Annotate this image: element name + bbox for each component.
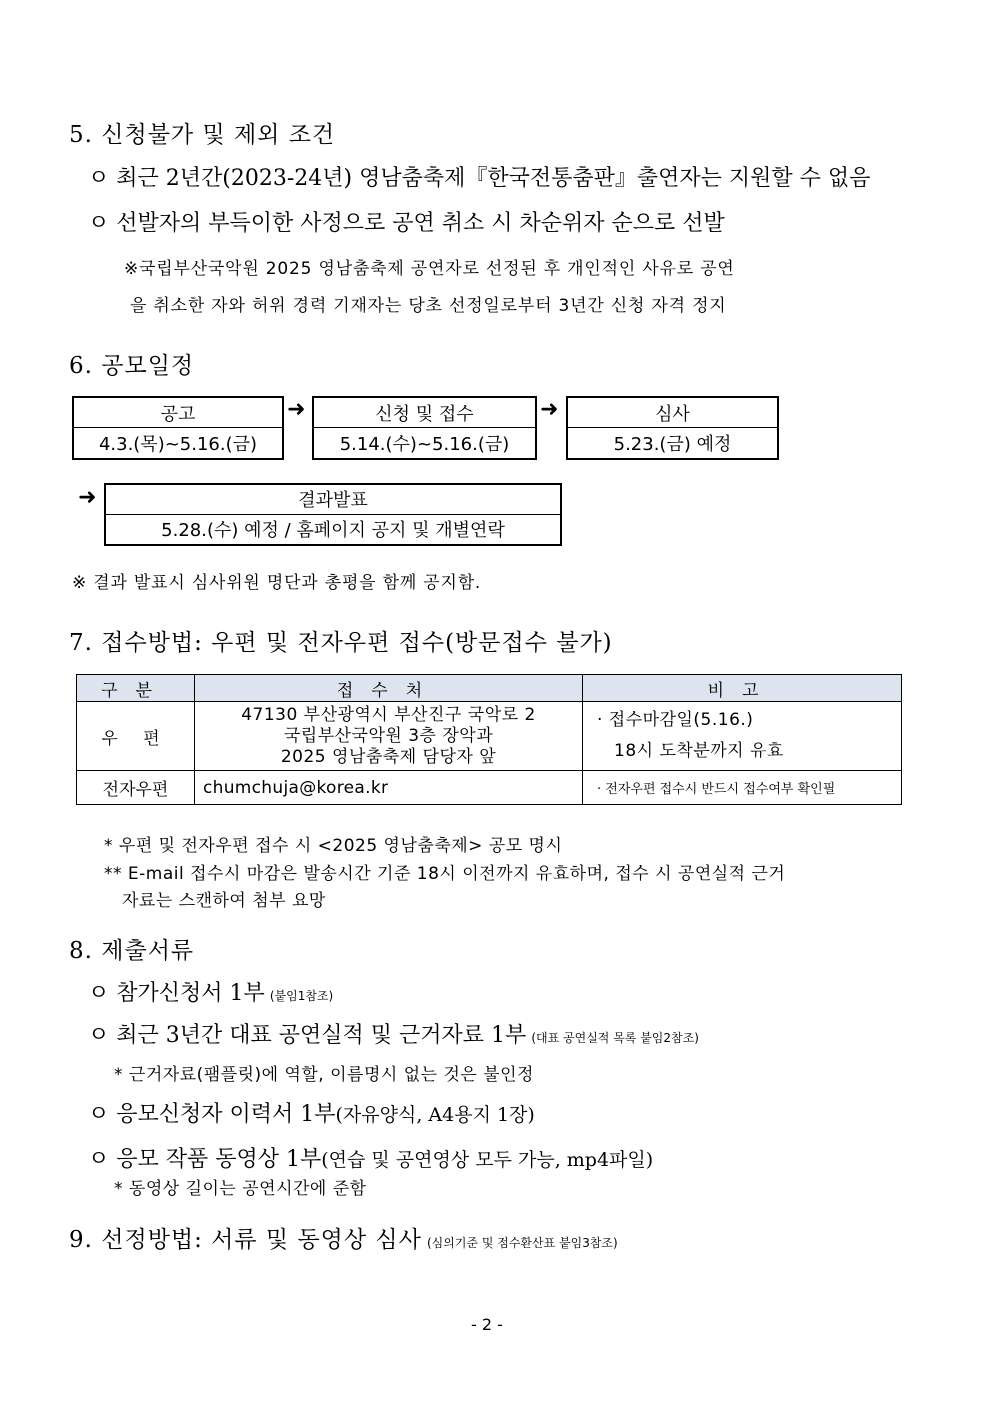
document-item-video bbox=[88, 1142, 653, 1173]
section-7-note-3: 자료는 스캔하여 첨부 요망 bbox=[122, 891, 326, 911]
document-item-sub: (자유양식, A4용지 1장) bbox=[335, 1104, 535, 1126]
schedule-step-result bbox=[104, 483, 562, 546]
address-line-1: 47130 부산광역시 부산진구 국악로 2 bbox=[241, 704, 536, 725]
section-6-note: ※ 결과 발표시 심사위원 명단과 총평을 함께 공지함. bbox=[72, 573, 482, 593]
remark-line-1: · 접수마감일(5.16.) bbox=[597, 710, 754, 730]
schedule-step-application bbox=[312, 396, 537, 460]
section-6-heading: 6. 공모일정 bbox=[69, 353, 195, 379]
schedule-step-title: 공고 bbox=[160, 403, 196, 425]
section-5-bullet-1: ㅇ 최근 2년간(2023-24년) 영남춤축제『한국전통춤판』출연자는 지원할 수 없음 bbox=[88, 166, 871, 191]
section-7-note-1: * 우편 및 전자우편 접수 시 <2025 영남춤축제> 공모 명시 bbox=[104, 836, 563, 856]
table-row-email-address: chumchuja@korea.kr bbox=[195, 771, 583, 805]
document-item-main: ㅇ 최근 3년간 대표 공연실적 및 근거자료 1부 bbox=[88, 1023, 527, 1048]
table-row-mail-remark bbox=[583, 702, 902, 771]
address-line-2: 국립부산국악원 3층 장악과 bbox=[283, 725, 494, 746]
schedule-step-date: 5.23.(금) 예정 bbox=[613, 434, 732, 455]
table-header-destination: 접수처 bbox=[195, 675, 583, 702]
document-item-sub: (붙임1참조) bbox=[269, 989, 334, 1003]
address-line-3: 2025 영남춤축제 담당자 앞 bbox=[280, 746, 497, 767]
document-item-application bbox=[88, 976, 333, 1007]
section-5-heading: 5. 신청불가 및 제외 조건 bbox=[69, 122, 336, 148]
table-row-mail-address bbox=[195, 702, 583, 771]
document-item-sub: (연습 및 공연영상 모두 가능, mp4파일) bbox=[321, 1149, 654, 1171]
document-item-main: ㅇ 응모신청자 이력서 1부 bbox=[88, 1102, 336, 1127]
document-item-resume bbox=[88, 1097, 535, 1128]
schedule-step-title: 결과발표 bbox=[298, 490, 368, 512]
table-row-mail-label: 우 편 bbox=[77, 702, 195, 771]
schedule-step-review bbox=[566, 396, 779, 460]
remark-line-2: 18시 도착분까지 유효 bbox=[614, 741, 784, 761]
section-7-heading: 7. 접수방법: 우편 및 전자우편 접수(방문접수 불가) bbox=[69, 630, 613, 656]
document-item-main: ㅇ 참가신청서 1부 bbox=[88, 981, 265, 1006]
schedule-step-title: 심사 bbox=[655, 403, 690, 425]
schedule-step-date: 5.14.(수)~5.16.(금) bbox=[339, 434, 510, 455]
table-header-category: 구분 bbox=[77, 675, 195, 702]
document-video-note: * 동영상 길이는 공연시간에 준함 bbox=[114, 1179, 367, 1199]
section-9-heading bbox=[69, 1221, 618, 1254]
document-item-sub: (대표 공연실적 목록 붙임2참조) bbox=[531, 1031, 699, 1045]
schedule-step-title: 신청 및 접수 bbox=[375, 403, 474, 425]
document-item-performance bbox=[88, 1018, 699, 1049]
document-item-main: ㅇ 응모 작품 동영상 1부 bbox=[88, 1147, 322, 1172]
page-number: - 2 - bbox=[471, 1315, 503, 1334]
schedule-step-announcement bbox=[72, 396, 284, 460]
submission-table bbox=[76, 674, 902, 805]
section-5-bullet-2: ㅇ 선발자의 부득이한 사정으로 공연 취소 시 차순위자 순으로 선발 bbox=[88, 211, 725, 236]
section-8-heading: 8. 제출서류 bbox=[69, 938, 195, 964]
schedule-step-date: 4.3.(목)~5.16.(금) bbox=[98, 434, 258, 455]
section-5-note-line-1: ※국립부산국악원 2025 영남춤축제 공연자로 선정된 후 개인적인 사유로 공연 bbox=[124, 259, 735, 279]
table-row-email-remark: · 전자우편 접수시 반드시 접수여부 확인필 bbox=[583, 771, 902, 805]
schedule-step-date: 5.28.(수) 예정 / 홈페이지 공지 및 개별연락 bbox=[161, 520, 505, 542]
section-9-sub: (심의기준 및 점수환산표 붙임3참조) bbox=[426, 1236, 618, 1250]
document-evidence-note: * 근거자료(팸플릿)에 역할, 이름명시 없는 것은 불인정 bbox=[114, 1065, 534, 1085]
arrow-right-icon: ➜ bbox=[287, 397, 306, 422]
table-row-email-label: 전자우편 bbox=[77, 771, 195, 805]
section-9-title: 9. 선정방법: 서류 및 동영상 심사 bbox=[69, 1227, 422, 1253]
section-5-note-line-2: 을 취소한 자와 허위 경력 기재자는 당초 선정일로부터 3년간 신청 자격 정지 bbox=[130, 296, 727, 316]
arrow-right-icon: ➜ bbox=[540, 397, 559, 422]
arrow-right-icon: ➜ bbox=[78, 485, 97, 510]
section-7-note-2: ** E-mail 접수시 마감은 발송시간 기준 18시 이전까지 유효하며, 접수 시 공연실적 근거 bbox=[104, 864, 786, 884]
table-header-remarks: 비고 bbox=[583, 675, 902, 702]
